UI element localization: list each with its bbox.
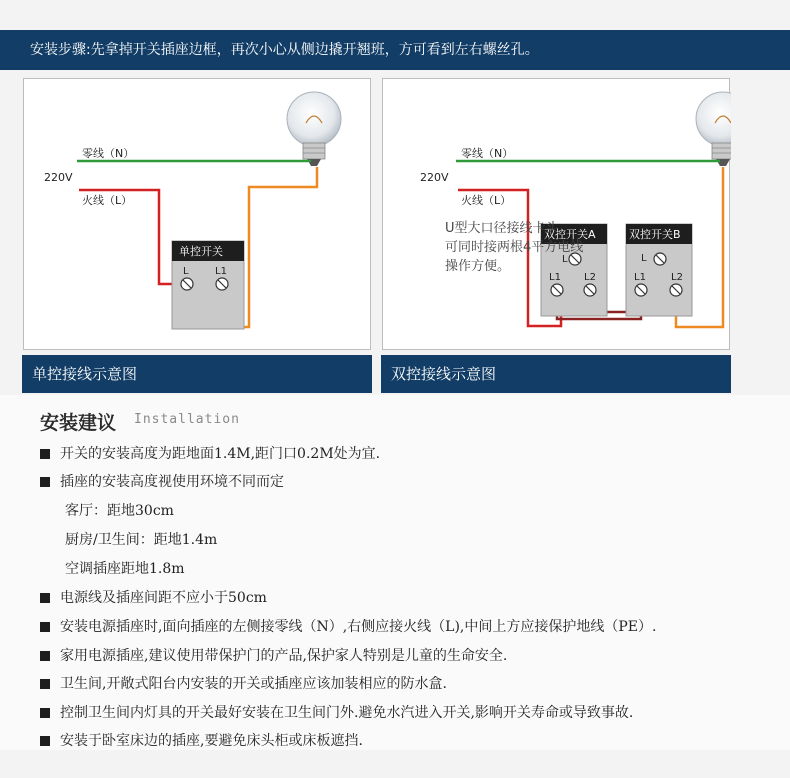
terminal-l-label: L xyxy=(183,266,189,277)
advice-item xyxy=(40,703,633,723)
advice-item xyxy=(40,646,507,666)
advice-item xyxy=(40,674,447,694)
switch-a-terminal-l-label: L xyxy=(562,254,568,265)
terminal-l1-icon xyxy=(216,278,228,290)
voltage-label: 220V xyxy=(420,171,449,184)
square-bullet-icon xyxy=(40,651,50,661)
advice-item xyxy=(40,472,284,492)
square-bullet-icon xyxy=(40,736,50,746)
light-bulb-icon xyxy=(696,92,731,166)
switch-a-terminal-l2-icon xyxy=(584,284,596,296)
square-bullet-icon xyxy=(40,593,50,603)
advice-item-text: 客厅：距地30cm xyxy=(65,503,174,519)
advice-title: 安装建议 xyxy=(40,412,117,434)
advice-subitem xyxy=(40,559,185,579)
neutral-label: 零线（N） xyxy=(82,147,135,160)
advice-subitem xyxy=(40,501,174,521)
advice-item-text: 卫生间,开敞式阳台内安装的开关或插座应该加装相应的防水盒. xyxy=(60,676,447,692)
advice-item xyxy=(40,588,267,608)
switch-b-label: 双控开关B xyxy=(629,228,681,241)
double-control-caption: 双控接线示意图 xyxy=(381,355,731,393)
advice-item-text: 控制卫生间内灯具的开关最好安装在卫生间门外.避免水汽进入开关,影响开关寿命或导致事故. xyxy=(60,705,634,721)
connector-note xyxy=(445,219,583,276)
square-bullet-icon xyxy=(40,449,50,459)
switch-b-terminal-l1-icon xyxy=(635,284,647,296)
square-bullet-icon xyxy=(40,477,50,487)
voltage-label: 220V xyxy=(44,171,73,184)
double-control-svg xyxy=(383,79,731,351)
switch-b-terminal-l-icon xyxy=(654,253,666,265)
switch-b-terminal-l2-icon xyxy=(670,284,682,296)
switch-a-terminal-l1-icon xyxy=(551,284,563,296)
double-control-diagram xyxy=(382,78,730,350)
advice-item-text: 安装于卧室床边的插座,要避免床头柜或床板遮挡. xyxy=(60,733,363,749)
square-bullet-icon xyxy=(40,622,50,632)
advice-item-text: 空调插座距地1.8m xyxy=(65,561,185,577)
live-label: 火线（L） xyxy=(82,194,133,207)
advice-subtitle: Installation xyxy=(134,412,240,427)
switch-b-terminal-l2-label: L2 xyxy=(671,272,683,283)
advice-item-text: 开关的安装高度为距地面1.4M,距门口0.2M处为宜. xyxy=(60,446,381,462)
single-control-caption: 单控接线示意图 xyxy=(22,355,372,393)
switch-a-label: 双控开关A xyxy=(544,228,596,241)
advice-item-text: 家用电源插座,建议使用带保护门的产品,保护家人特别是儿童的生命安全. xyxy=(60,648,508,664)
switch-b-terminal-l1-label: L1 xyxy=(634,272,646,283)
install-steps-banner: 安装步骤:先拿掉开关插座边框，再次小心从侧边撬开翘班，方可看到左右螺丝孔。 xyxy=(0,30,790,70)
advice-subitem xyxy=(40,530,217,550)
single-control-diagram xyxy=(23,78,371,350)
terminal-l-icon xyxy=(181,278,193,290)
single-control-svg xyxy=(24,79,372,351)
advice-item-text: 插座的安装高度视使用环境不同而定 xyxy=(60,474,284,490)
advice-item xyxy=(40,731,363,751)
connector-note-line: 可同时接两根4平方电线 xyxy=(445,240,584,255)
terminal-l1-label: L1 xyxy=(215,266,227,277)
advice-item-text: 电源线及插座间距不应小于50cm xyxy=(60,590,267,606)
connector-note-line: U型大口径接线卡头 xyxy=(445,221,559,236)
advice-item-text: 安装电源插座时,面向插座的左侧接零线（N）,右侧应接火线（L),中间上方应接保护地线（PE）. xyxy=(60,619,657,635)
advice-item xyxy=(40,444,380,464)
square-bullet-icon xyxy=(40,708,50,718)
switch-a-terminal-l2-label: L2 xyxy=(584,272,596,283)
switch-label: 单控开关 xyxy=(179,245,223,258)
switch-a-terminal-l1-label: L1 xyxy=(549,272,561,283)
advice-item xyxy=(40,617,656,637)
live-label: 火线（L） xyxy=(461,194,512,207)
neutral-label: 零线（N） xyxy=(461,147,514,160)
advice-item-text: 厨房/卫生间：距地1.4m xyxy=(65,532,218,548)
switch-b-terminal-l-label: L xyxy=(641,253,647,264)
square-bullet-icon xyxy=(40,679,50,689)
light-bulb-icon xyxy=(287,92,341,166)
connector-note-line: 操作方便。 xyxy=(445,259,511,274)
